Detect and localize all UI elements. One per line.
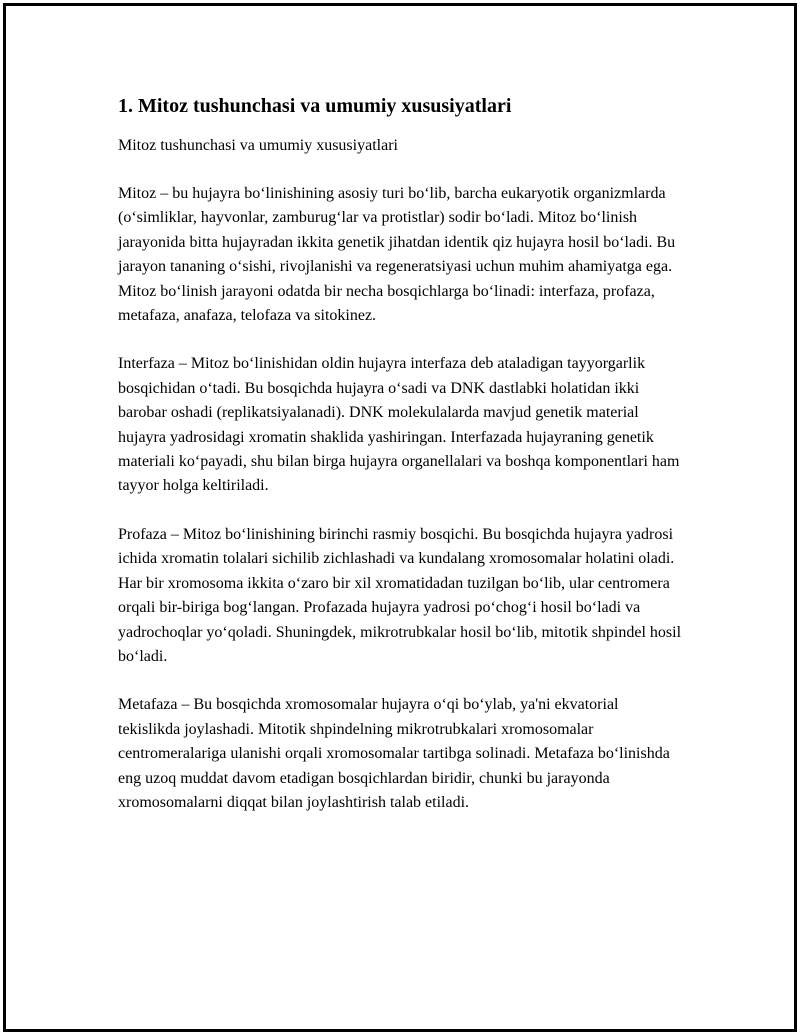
paragraph-metafaza: Metafaza – Bu bosqichda xromosomalar hujayra o‘qi bo‘ylab, ya'ni ekvatorial tekislikda joylashadi. Mitotik shpindelning mikrotrubkalari xromosomalar centromeralariga ulanishi orqali xromosomalar tartibga solinadi. Metafaza bo‘linishda eng uzoq muddat davom etadigan bosqichlardan biridir, chunki bu jarayonda xromosomalarni diqqat bilan joylashtirish talab etiladi. <box>118 696 670 811</box>
paragraph-profaza: Profaza – Mitoz bo‘linishining birinchi rasmiy bosqichi. Bu bosqichda hujayra yadrosi ichida xromatin tolalari sichilib zichlashadi va kundalang xromosomalar holatini oladi. Har bir xromosoma ikkita o‘zaro bir xil xromatidadan tuzilgan bo‘lib, ular centromera orqali bir-biriga bog‘langan. Profazada hujayra yadrosi po‘chog‘i hosil bo‘ladi va yadrochoqlar yo‘qoladi. Shuningdek, mikrotrubkalar hosil bo‘lib, mitotik shpindel hosil bo‘ladi. <box>118 525 682 665</box>
paragraph-mitoz: Mitoz – bu hujayra bo‘linishining asosiy turi bo‘lib, barcha eukaryotik organizmlarda (o‘simliklar, hayvonlar, zamburug‘lar va protistlar) sodir bo‘ladi. Mitoz bo‘linish jarayonida bitta hujayradan ikkita genetik jihatdan identik qiz hujayra hosil bo‘ladi. Bu jarayon tananing o‘sishi, rivojlanishi va regeneratsiyasi uchun muhim ahamiyatga ega. Mitoz bo‘linish jarayoni odatda bir necha bosqichlarga bo‘linadi: interfaza, profaza, metafaza, anafaza, telofaza va sitokinez. <box>118 185 676 325</box>
section-heading: 1. Mitoz tushunchasi va umumiy xususiyatlari <box>118 95 512 117</box>
paragraph-interfaza: Interfaza – Mitoz bo‘linishidan oldin hujayra interfaza deb ataladigan tayyorgarlik bosqichidan o‘tadi. Bu bosqichda hujayra o‘sadi va DNK dastlabki holatidan ikki barobar oshadi (replikatsiyalanadi). DNK molekulalarda mavjud genetik material hujayra yadrosidagi xromatin shaklida yashiringan. Interfazada hujayraning genetik materiali ko‘payadi, shu bilan birga hujayra organellalari va boshqa komponentlari ham tayyor holga keltiriladi. <box>118 355 680 495</box>
section-subtitle: Mitoz tushunchasi va umumiy xususiyatlari <box>118 137 398 154</box>
document-body <box>118 92 684 839</box>
